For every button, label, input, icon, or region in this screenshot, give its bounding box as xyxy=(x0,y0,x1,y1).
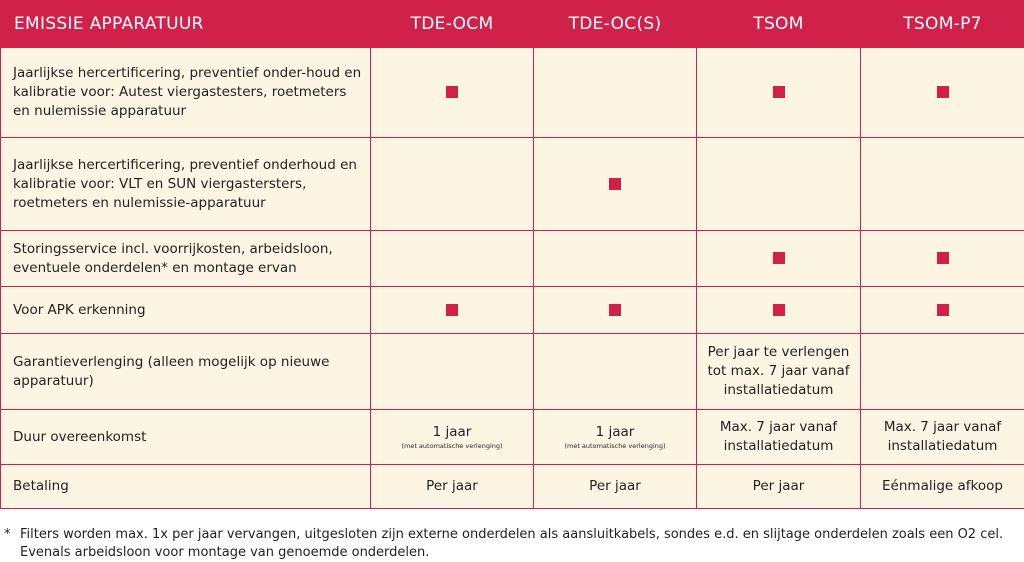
table-cell xyxy=(861,138,1024,231)
table-cell xyxy=(371,287,534,334)
table-cell xyxy=(697,287,861,334)
table-cell xyxy=(697,465,861,509)
included-mark-icon xyxy=(773,304,785,316)
table-cell xyxy=(861,231,1024,287)
row-label: Jaarlijkse hercertificering, preventief onderhoud en kalibratie voor: VLT en SUN viergastersters, roetmeters en nulemissie-apparatuur xyxy=(1,138,371,231)
table-cell xyxy=(861,465,1024,509)
cell-text: 1 jaar xyxy=(595,424,635,440)
table-cell xyxy=(534,48,697,138)
included-mark-icon xyxy=(773,252,785,264)
table-row xyxy=(1,334,1024,410)
cell-text: 1 jaar xyxy=(432,424,472,440)
included-mark-icon xyxy=(937,86,949,98)
included-mark-icon xyxy=(937,252,949,264)
cell-text: Per jaar xyxy=(752,478,805,494)
footnote-marker: * xyxy=(4,527,11,542)
table-cell xyxy=(534,231,697,287)
table-cell xyxy=(697,231,861,287)
header-tde-ocs: TDE-OC(S) xyxy=(534,1,697,48)
included-mark-icon xyxy=(773,86,785,98)
cell-text: Eénmalige afkoop xyxy=(882,478,1003,494)
table-cell xyxy=(861,287,1024,334)
row-label: Jaarlijkse hercertificering, preventief onder-houd en kalibratie voor: Autest viergastesters, roetmeters en nulemissie apparatuur xyxy=(1,48,371,138)
header-row xyxy=(1,1,1024,48)
table-cell xyxy=(861,410,1024,465)
row-label: Garantieverlenging (alleen mogelijk op nieuwe apparatuur) xyxy=(1,334,371,410)
included-mark-icon xyxy=(609,178,621,190)
footnote-text: Filters worden max. 1x per jaar vervangen, uitgesloten zijn externe onderdelen als aansluitkabels, sondes e.d. en slijtage onderdelen zoals een O2 cel. Evenals arbeidsloon voor montage van genoemde onderdelen. xyxy=(20,527,1004,560)
row-label: Voor APK erkenning xyxy=(1,287,371,334)
cell-text: Per jaar te verlengen tot max. 7 jaar vanaf installatiedatum xyxy=(707,344,850,398)
included-mark-icon xyxy=(937,304,949,316)
header-equipment: EMISSIE APPARATUUR xyxy=(1,1,371,48)
table-cell xyxy=(534,334,697,410)
table-cell xyxy=(697,410,861,465)
cell-subtext: (met automatische verlenging) xyxy=(564,442,666,450)
table-row xyxy=(1,48,1024,138)
table-cell xyxy=(697,334,861,410)
cell-text: Per jaar xyxy=(426,478,478,494)
table-cell xyxy=(534,465,697,509)
table-cell xyxy=(371,231,534,287)
table-cell xyxy=(534,287,697,334)
table-cell xyxy=(371,465,534,509)
table-cell xyxy=(534,410,697,465)
table-cell xyxy=(371,48,534,138)
table-cell xyxy=(371,138,534,231)
table-cell xyxy=(861,334,1024,410)
footnote xyxy=(4,526,1014,562)
row-label: Storingsservice incl. voorrijkosten, arbeidsloon, eventuele onderdelen* en montage ervan xyxy=(1,231,371,287)
header-tsom: TSOM xyxy=(697,1,861,48)
table-row xyxy=(1,287,1024,334)
cell-text: Max. 7 jaar vanaf installatiedatum xyxy=(883,419,1002,454)
table-cell xyxy=(371,334,534,410)
included-mark-icon xyxy=(609,304,621,316)
table-row xyxy=(1,465,1024,509)
included-mark-icon xyxy=(446,86,458,98)
row-label: Betaling xyxy=(1,465,371,509)
row-label: Duur overeenkomst xyxy=(1,410,371,465)
table-row xyxy=(1,410,1024,465)
cell-text: Max. 7 jaar vanaf installatiedatum xyxy=(719,419,838,454)
included-mark-icon xyxy=(446,304,458,316)
table-cell xyxy=(697,138,861,231)
table-row xyxy=(1,231,1024,287)
table-cell xyxy=(861,48,1024,138)
cell-subtext: (met automatische verlenging) xyxy=(401,442,503,450)
header-tde-ocm: TDE-OCM xyxy=(371,1,534,48)
table-cell xyxy=(534,138,697,231)
table-row xyxy=(1,138,1024,231)
header-tsom-p7: TSOM-P7 xyxy=(861,1,1024,48)
table-cell xyxy=(697,48,861,138)
cell-text: Per jaar xyxy=(589,478,641,494)
table-cell xyxy=(371,410,534,465)
